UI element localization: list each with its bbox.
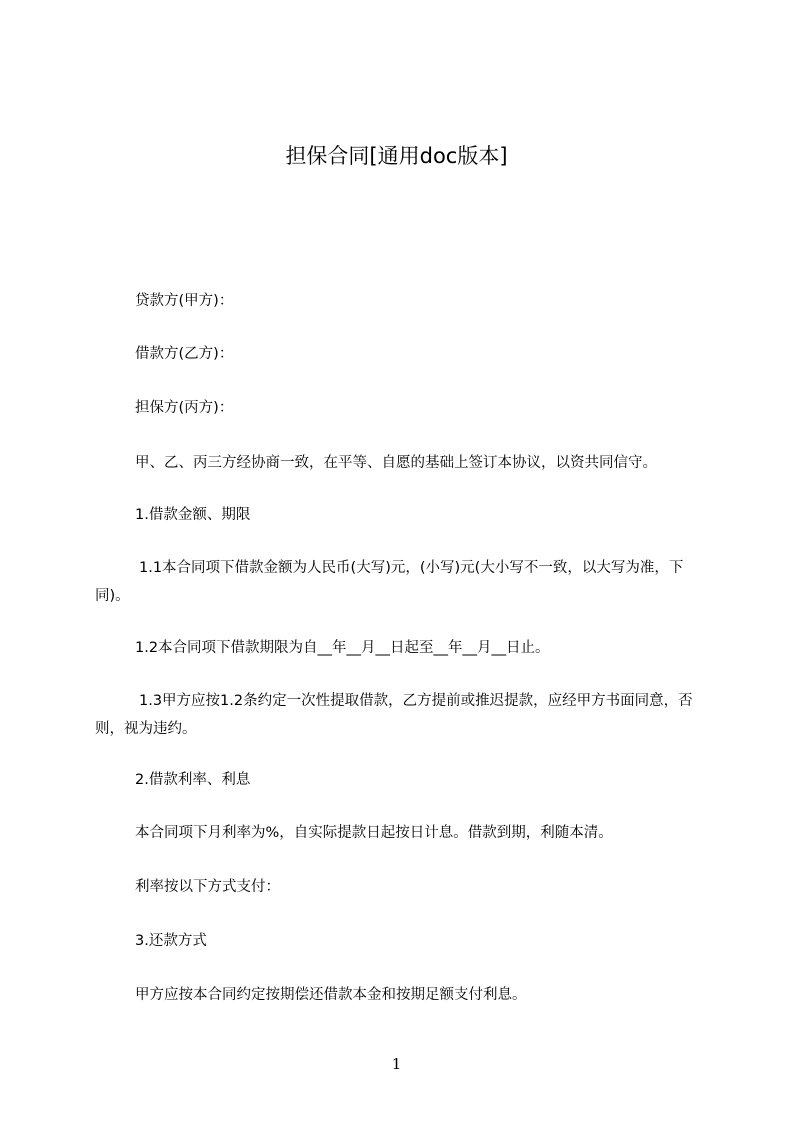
paragraph-repayment: 甲方应按本合同约定按期偿还借款本金和按期足额支付利息。 [135, 987, 527, 1003]
clause-1-1: 1.1本合同项下借款金额为人民币(大写)元，(小写)元(大小写不一致，以大写为准，下同)。 [95, 560, 684, 604]
section-heading-amount-term: 1.借款金额、期限 [135, 507, 251, 523]
paragraph-guarantor: 担保方(丙方)： [135, 400, 234, 416]
page-number: 1 [391, 1055, 402, 1073]
clause-1-2: 1.2本合同项下借款期限为自__年__月__日起至__年__月__日止。 [135, 640, 550, 656]
paragraph-agreement: 甲、乙、丙三方经协商一致，在平等、自愿的基础上签订本协议，以资共同信守。 [135, 455, 657, 471]
document-title: 担保合同[通用doc版本] [285, 144, 508, 168]
paragraph-lender: 贷款方(甲方)： [135, 293, 234, 309]
paragraph-interest-rate: 本合同项下月利率为%，自实际提款日起按日计息。借款到期，利随本清。 [135, 825, 613, 841]
paragraph-payment-method: 利率按以下方式支付： [135, 879, 280, 895]
clause-1-3: 1.3甲方应按1.2条约定一次性提取借款，乙方提前或推迟提款，应经甲方书面同意，否则，视为违约。 [95, 693, 693, 737]
section-heading-interest: 2.借款利率、利息 [135, 772, 251, 788]
section-heading-repayment: 3.还款方式 [135, 933, 207, 949]
paragraph-borrower: 借款方(乙方)： [135, 346, 234, 362]
